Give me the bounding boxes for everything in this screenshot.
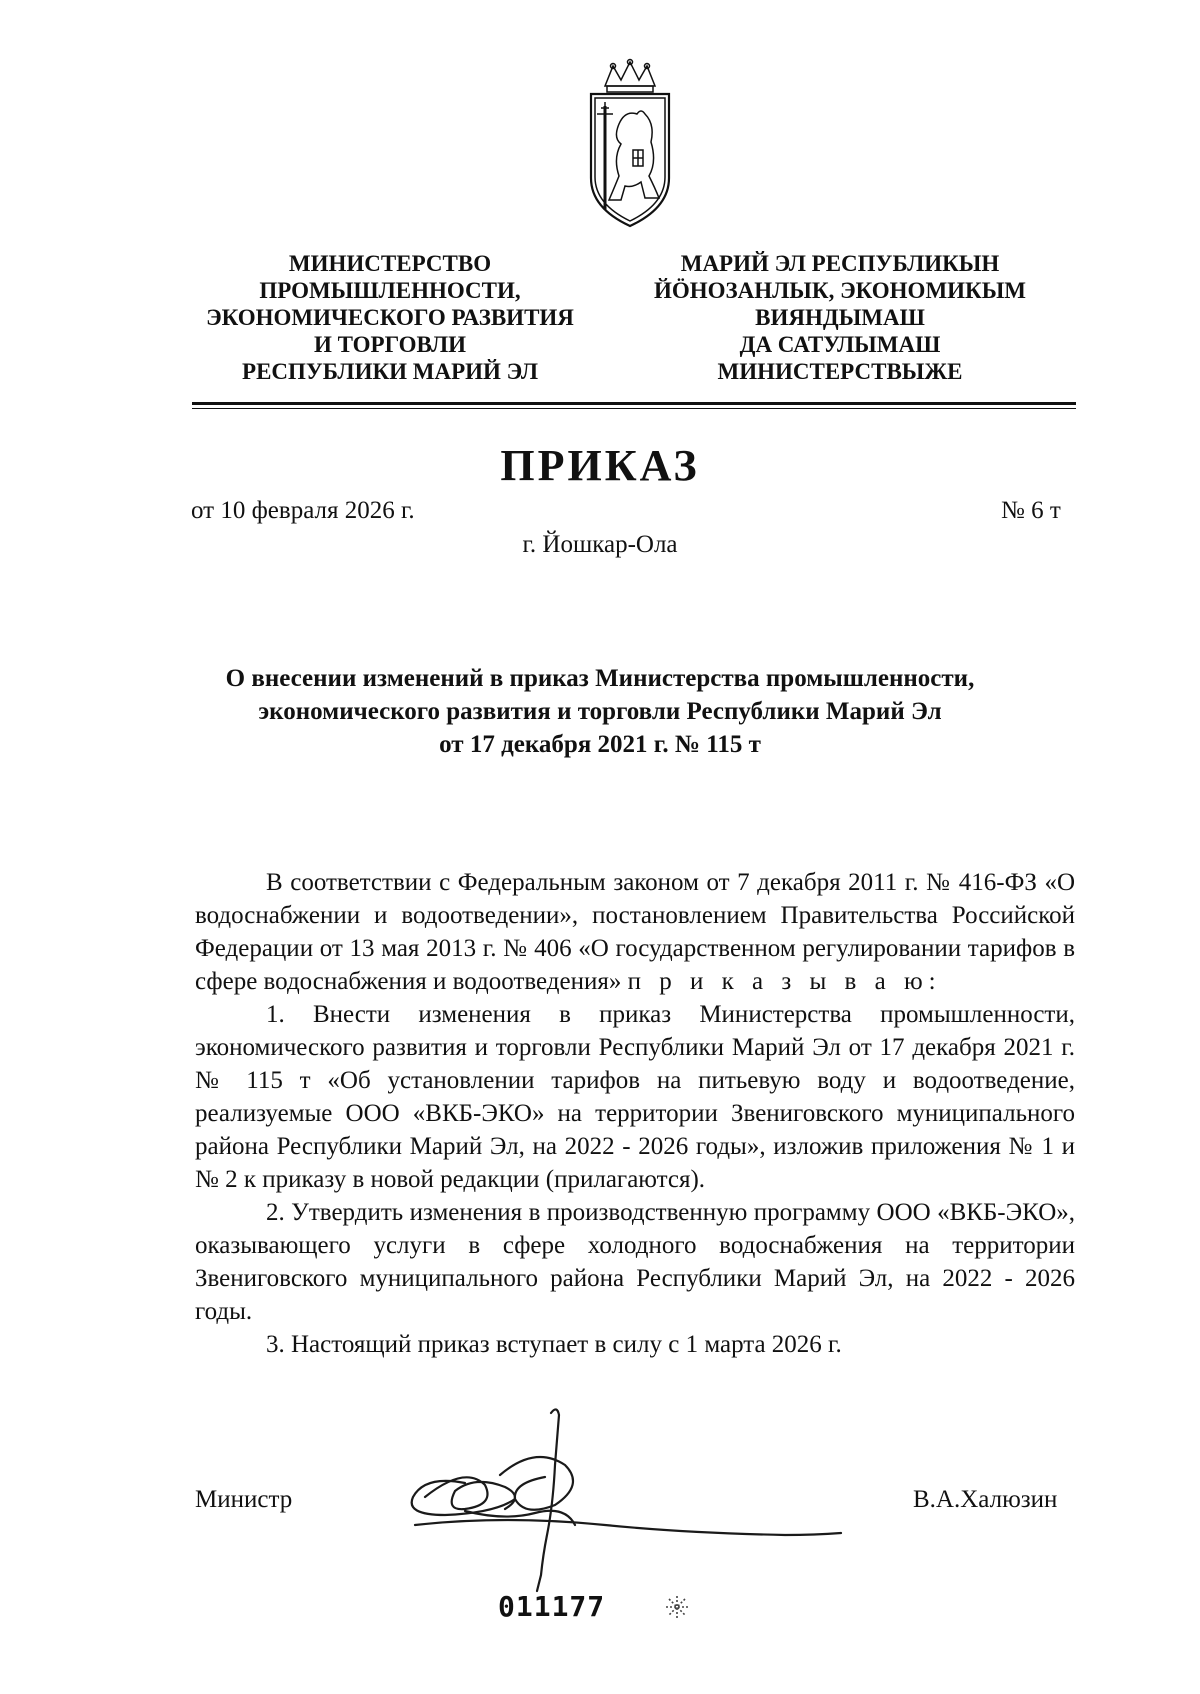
ministry-header-mari <box>630 250 1050 385</box>
document-title: ПРИКАЗ <box>500 441 700 490</box>
header-line: ВИЯНДЫМАШ <box>755 305 925 330</box>
star-mark-icon <box>664 1594 690 1620</box>
order-item: 3. Настоящий приказ вступает в силу с 1 марта 2026 г. <box>266 1331 842 1358</box>
header-line: МАРИЙ ЭЛ РЕСПУБЛИКЫН <box>680 251 1000 276</box>
header-divider <box>192 402 1076 405</box>
header-line: ЙӦНОЗАНЛЫК, ЭКОНОМИКЫМ <box>653 278 1027 303</box>
signatory-name: В.А.Халюзин <box>913 1486 1058 1513</box>
header-line: ПРОМЫШЛЕННОСТИ, <box>259 278 521 303</box>
document-number: № 6 т <box>1001 497 1061 524</box>
order-item: 2. Утвердить изменения в производственную программу ООО «ВКБ-ЭКО», оказывающего услуги в сфере холодного водоснабжения на территории Звениговского муниципального района Республики Марий Эл, на 2022 - 2026 годы. <box>195 1199 1075 1325</box>
preamble-paragraph <box>195 866 1075 998</box>
ministry-header-russian <box>180 250 600 385</box>
header-line: И ТОРГОВЛИ <box>313 332 467 357</box>
document-date: от 10 февраля 2026 г. <box>191 497 415 524</box>
header-line: МИНИСТЕРСТВЫЖЕ <box>717 359 963 384</box>
serial-number: 011177 <box>498 1590 606 1623</box>
document-body <box>195 866 1075 1361</box>
subject-line: О внесении изменений в приказ Министерства промышленности, <box>225 665 975 692</box>
document-subject <box>120 662 1080 761</box>
order-word: п р и к а з ы в а ю: <box>627 968 942 995</box>
subject-line: экономического развития и торговли Республики Марий Эл <box>258 698 942 725</box>
header-line: ЭКОНОМИЧЕСКОГО РАЗВИТИЯ <box>206 305 574 330</box>
header-divider-thin <box>192 408 1076 409</box>
header-line: МИНИСТЕРСТВО <box>288 251 492 276</box>
header-line: ДА САТУЛЫМАШ <box>739 332 941 357</box>
order-item: 1. Внести изменения в приказ Министерства промышленности, экономического развития и торговли Республики Марий Эл от 17 декабря 2021 г. № 115 т «Об установлении тарифов на питьевую воду и водоотведение, реализуемые ООО «ВКБ-ЭКО» на территории Звениговского муниципального района Республики Марий Эл, на 2022 - 2026 годы», изложив приложения № 1 и № 2 к приказу в новой редакции (прилагаются). <box>195 1001 1075 1193</box>
document-city: г. Йошкар-Ола <box>522 531 678 558</box>
preamble-text: В соответствии с Федеральным законом от 7 декабря 2011 г. № 416-ФЗ «О водоснабжении и водоотведении», постановлением Правительства Российской Федерации от 13 мая 2013 г. № 406 «О государственном регулировании тарифов в сфере водоснабжения и водоотведения» <box>195 869 1075 995</box>
subject-line: от 17 декабря 2021 г. № 115 т <box>439 731 761 758</box>
header-line: РЕСПУБЛИКИ МАРИЙ ЭЛ <box>242 359 538 384</box>
signatory-role: Министр <box>195 1486 293 1513</box>
coat-of-arms-icon <box>575 58 685 233</box>
handwritten-signature-icon <box>405 1405 845 1595</box>
